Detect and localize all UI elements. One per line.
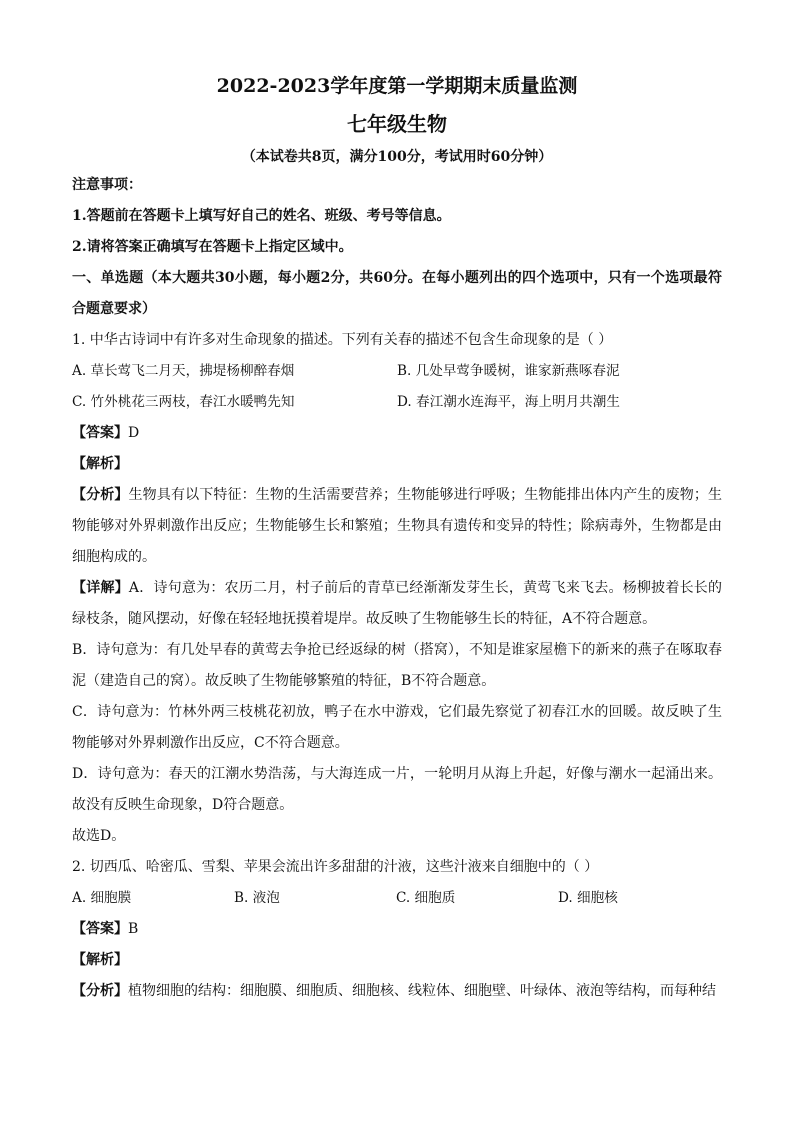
q1-answer (72, 418, 722, 449)
q2-answer-tag: 【答案】 (72, 921, 128, 937)
q2-answer-value: B (128, 921, 139, 937)
q1-fenxi (72, 480, 722, 573)
q2-fenxi-tag: 【分析】 (72, 983, 128, 999)
q2-option-a: A. 细胞膜 (72, 890, 132, 906)
q2-option-b: B. 液泡 (234, 890, 280, 906)
q1-answer-value: D (128, 425, 140, 441)
q1-detail-c: C．诗句意为：竹林外两三枝桃花初放，鸭子在水中游戏，它们最先察觉了初春江水的回暖。故反映了生物能够对外界刺激作出反应，C不符合题意。 (72, 704, 722, 751)
q1-options-row-1 (72, 356, 722, 387)
q1-option-d: D. 春江潮水连海平，海上明月共潮生 (397, 394, 620, 410)
q1-option-a: A. 草长莺飞二月天，拂堤杨柳醉春烟 (72, 363, 295, 379)
q2-fenxi (72, 976, 722, 1007)
q1-detail-tag: 【详解】 (72, 580, 129, 596)
notice-item-1: 1.答题前在答题卡上填写好自己的姓名、班级、考号等信息。 (72, 208, 451, 224)
notice-item-2: 2.请将答案正确填写在答题卡上指定区域中。 (72, 239, 353, 255)
q1-detail-a (72, 573, 722, 635)
q2-analysis-tag: 【解析】 (72, 952, 128, 968)
q1-option-c: C. 竹外桃花三两枝，春江水暖鸭先知 (72, 394, 295, 410)
q1-fenxi-tag: 【分析】 (72, 487, 129, 503)
exam-title: 2022-2023学年度第一学期期末质量监测 (216, 75, 578, 97)
q1-analysis-tag: 【解析】 (72, 456, 128, 472)
notice-heading: 注意事项： (72, 177, 142, 193)
exam-note: （本试卷共8页，满分100分，考试用时60分钟） (241, 149, 553, 165)
q1-answer-tag: 【答案】 (72, 425, 128, 441)
exam-page (72, 70, 722, 1007)
q1-detail-a-text: A．诗句意为：农历二月，村子前后的青草已经渐渐发芽生长，黄莺飞来飞去。杨柳披着长长的绿枝条，随风摆动，好像在轻轻地抚摸着堤岸。故反映了生物能够生长的特征，A不符合题意。 (72, 580, 723, 627)
section-heading: 一、单选题（本大题共30小题，每小题2分，共60分。在每小题列出的四个选项中，只有一个选项最符合题意要求） (72, 270, 722, 317)
q1-stem: 1. 中华古诗词中有许多对生命现象的描述。下列有关春的描述不包含生命现象的是（ ） (72, 332, 613, 348)
q2-answer (72, 914, 722, 945)
q2-stem: 2. 切西瓜、哈密瓜、雪梨、苹果会流出许多甜甜的汁液，这些汁液来自细胞中的（ ） (72, 859, 599, 875)
q1-conclusion: 故选D。 (72, 828, 126, 844)
q2-fenxi-text: 植物细胞的结构：细胞膜、细胞质、细胞核、线粒体、细胞壁、叶绿体、液泡等结构，而每种结 (128, 983, 716, 999)
q1-detail-b: B．诗句意为：有几处早春的黄莺去争抢已经返绿的树（搭窝），不知是谁家屋檐下的新来的燕子在啄取春泥（建造自己的窝）。故反映了生物能够繁殖的特征，B不符合题意。 (72, 642, 722, 689)
q2-option-c: C. 细胞质 (396, 890, 456, 906)
q1-option-b: B. 几处早莺争暖树，谁家新燕啄春泥 (397, 363, 620, 379)
q1-detail-d: D．诗句意为：春天的江潮水势浩荡，与大海连成一片，一轮明月从海上升起，好像与潮水一起涌出来。故没有反映生命现象，D符合题意。 (72, 766, 722, 813)
q2-options-row (72, 883, 722, 914)
q2-option-d: D. 细胞核 (558, 890, 618, 906)
exam-subject: 七年级生物 (347, 112, 447, 136)
q1-fenxi-text: 生物具有以下特征：生物的生活需要营养；生物能够进行呼吸；生物能排出体内产生的废物；生物能够对外界刺激作出反应；生物能够生长和繁殖；生物具有遗传和变异的特性；除病毒外，生物都是由细胞构成的。 (72, 487, 723, 565)
q1-options-row-2 (72, 387, 722, 418)
